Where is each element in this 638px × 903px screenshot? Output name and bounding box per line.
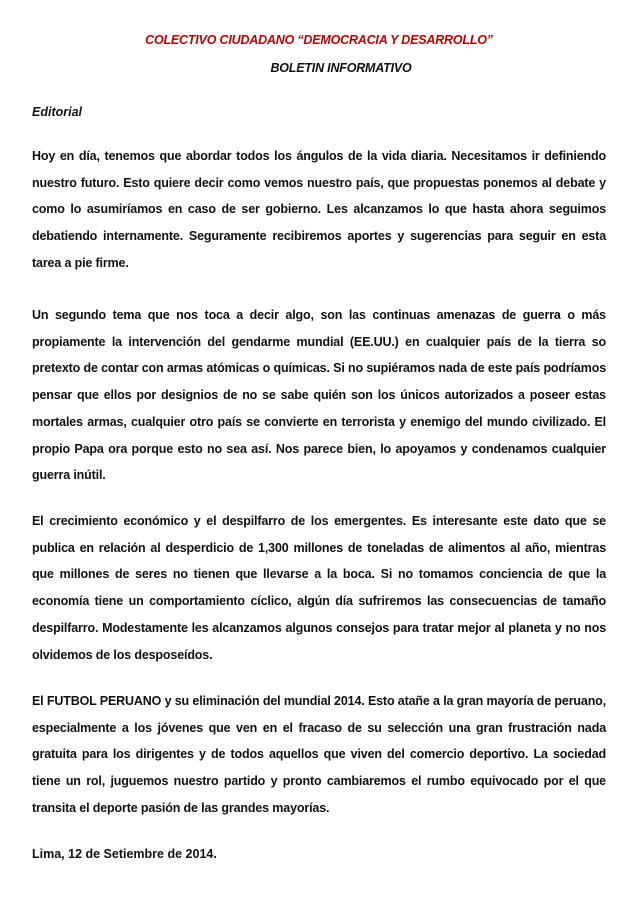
paragraph-war: Un segundo tema que nos toca a decir algo, son las continuas amenazas de guerra o más propiamente la intervención del gendarme mundial (EE.UU.) en cualquier país de la tierra so pretexto de contar con armas atómicas o químicas. Si no supiéramos nada de este país podríamos pensar que ellos por designios de no se sabe quién son los únicos autorizados a poseer estas mortales armas, cualquier otro país se convierte en terrorista y enemigo del mundo civilizado. El propio Papa ora porque esto no sea así. Nos parece bien, lo apoyamos y condenamos cualquier guerra inútil. — [32, 308, 606, 483]
paragraph-football: El FUTBOL PERUANO y su eliminación del mundial 2014. Esto atañe a la gran mayoría de peruano, especialmente a los jóvenes que ven en el fracaso de su selección una gran frustración nada gratuita para los dirigentes y de todos aquellos que viven del comercio deportivo. La sociedad tiene un rol, juguemos nuestro partido y pronto cambiaremos el rumbo equivocado por el que transita el deporte pasión de las grandes mayorías. — [32, 694, 606, 815]
dateline: Lima, 12 de Setiembre de 2014. — [32, 847, 217, 861]
editorial-heading: Editorial — [32, 105, 83, 119]
bulletin-title: BOLETIN INFORMATIVO — [270, 61, 412, 75]
organization-title: COLECTIVO CIUDADANO “DEMOCRACIA Y DESARROLLO” — [145, 33, 493, 47]
paragraph-future: Hoy en día, tenemos que abordar todos los ángulos de la vida diaria. Necesitamos ir definiendo nuestro futuro. Esto quiere decir como vemos nuestro país, que propuestas ponemos al debate y como lo asumiríamos en caso de ser gobierno. Les alcanzamos lo que hasta ahora seguimos debatiendo internamente. Seguramente recibiremos aportes y sugerencias para seguir en esta tarea a pie firme. — [32, 149, 606, 270]
paragraph-economy: El crecimiento económico y el despilfarro de los emergentes. Es interesante este dato que se publica en relación al desperdicio de 1,300 millones de toneladas de alimentos al año, mientras que millones de seres no tienen que llevarse a la boca. Si no tomamos conciencia de que la economía tiene un comportamiento cíclico, algún día sufriremos las consecuencias de tamaño despilfarro. Modestamente les alcanzamos algunos consejos para tratar mejor al planeta y no nos olvidemos de los desposeídos. — [32, 514, 606, 662]
